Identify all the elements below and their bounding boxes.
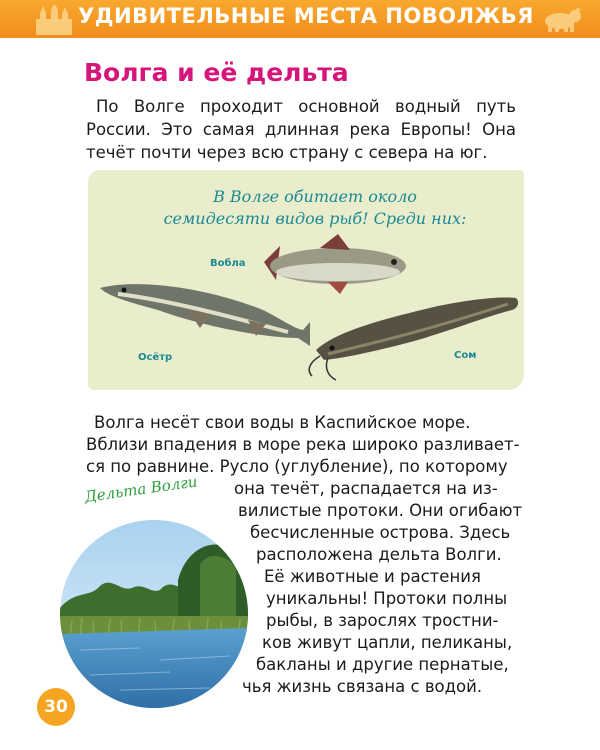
- delta-paragraph-line: уникальны! Протоки полны: [266, 589, 508, 608]
- vobla-fish-image: [264, 234, 406, 294]
- delta-paragraph-line: бакланы и другие пернатые,: [256, 655, 509, 674]
- som-fish-image: [309, 297, 518, 380]
- fish-label-osetr: Осётр: [138, 352, 173, 363]
- kremlin-icon: [34, 5, 74, 35]
- delta-paragraph-line: она течёт, распадается на из-: [234, 479, 498, 498]
- volga-delta-photo: [60, 520, 248, 708]
- delta-paragraph-line: ков живут цапли, пеликаны,: [262, 633, 513, 652]
- banner-title: УДИВИТЕЛЬНЫЕ МЕСТА ПОВОЛЖЬЯ: [78, 4, 534, 28]
- delta-paragraph-line: расположена дельта Волги.: [256, 545, 502, 564]
- fish-label-som: Сом: [454, 350, 477, 361]
- delta-paragraph-line: Вблизи впадения в море река широко разливает-: [86, 435, 520, 454]
- osetr-fish-image: [100, 284, 310, 346]
- delta-paragraph-line: рыбы, в зарослях тростни-: [266, 611, 499, 630]
- page-number: 30: [37, 688, 75, 726]
- delta-paragraph-line: бесчисленные острова. Здесь: [250, 523, 511, 542]
- delta-paragraph-line: ся по равнине. Русло (углубление), по которому: [86, 457, 508, 476]
- header-banner: [0, 0, 600, 38]
- photo-caption: Дельта Волги: [83, 472, 199, 506]
- delta-paragraph-line: вилистые протоки. Они огибают: [238, 501, 523, 520]
- page-heading: Волга и её дельта: [84, 58, 349, 87]
- volga-delta-landscape-image: [60, 520, 248, 708]
- delta-paragraph-line: Волга несёт свои воды в Каспийское море.: [94, 413, 471, 432]
- fish-label-vobla: Вобла: [210, 258, 246, 269]
- fish-box-caption-line1: В Волге обитает около: [213, 187, 417, 206]
- intro-paragraph: По Волге проходит основной водный путь России. Это самая длинная река Европы! Она течёт почти через всю страну с севера на юг.: [86, 97, 516, 162]
- fish-box-caption-line2: семидесяти видов рыб! Среди них:: [163, 209, 467, 228]
- delta-paragraph-line: Её животные и растения: [264, 567, 481, 586]
- delta-paragraph-line: чья жизнь связана с водой.: [242, 677, 483, 696]
- bear-icon: [538, 4, 582, 34]
